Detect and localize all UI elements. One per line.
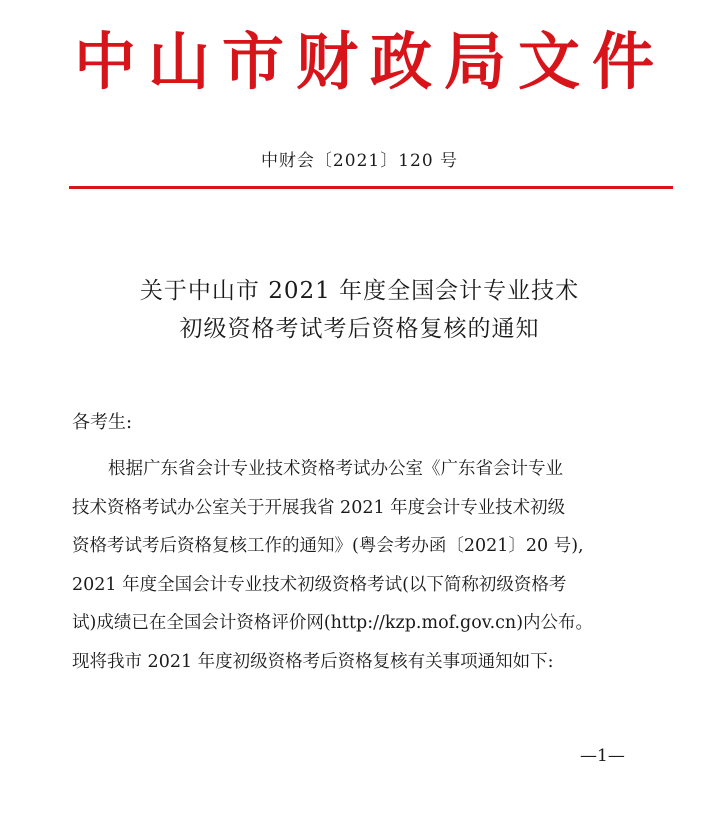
body-paragraph [72,450,657,681]
body-line: 资格考试考后资格复核工作的通知》(粤会考办函〔2021〕20 号), [72,536,584,556]
body-line: 试)成绩已在全国会计资格评价网(http://kzp.mof.gov.cn)内公布。 [72,613,594,633]
masthead-title: 中山市财政局文件 [73,25,666,98]
page-number: —1— [580,746,625,766]
body-line: 根据广东省会计专业技术资格考试办公室《广东省会计专业 [108,459,563,479]
body-line: 现将我市 2021 年度初级资格考后资格复核有关事项通知如下: [72,651,554,672]
body-line: 技术资格考试办公室关于开展我省 2021 年度会计专业技术初级 [72,497,566,518]
document-number: 中财会〔2021〕120 号 [260,151,459,171]
red-separator-line [69,186,673,189]
salutation: 各考生: [72,412,133,433]
notice-title-line-2: 初级资格考试考后资格复核的通知 [179,316,540,342]
body-line: 2021 年度全国会计专业技术初级资格考试(以下简称初级资格考 [72,574,567,595]
notice-title [0,272,719,348]
notice-title-line-1: 关于中山市 2021 年度全国会计专业技术 [139,278,580,304]
